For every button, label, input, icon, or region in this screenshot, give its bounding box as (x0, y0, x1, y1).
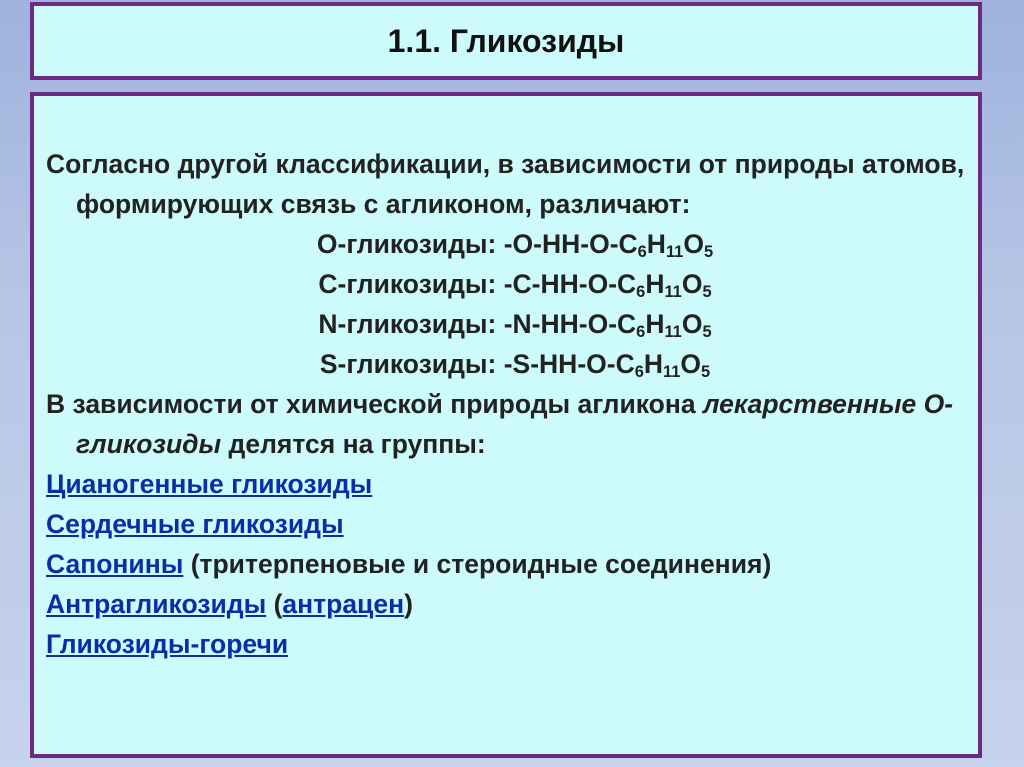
group-anthraglycosides: Антрагликозиды (антрацен) (46, 589, 413, 619)
group-saponins (46, 544, 974, 584)
bitter-link[interactable]: Гликозиды-горечи (46, 629, 289, 659)
title-box (30, 2, 982, 80)
italic-term: лекарственные О-гликозиды (76, 389, 954, 459)
cyanogenic-link[interactable]: Цианогенные гликозиды (46, 469, 373, 499)
group-bitter (46, 624, 974, 664)
anthracene-link[interactable]: антрацен (282, 589, 405, 619)
formula-c-glycosides: C-гликозиды: $-C-HH-O-C_6H_{11}O_5$ (318, 269, 712, 302)
formula-n-glycosides: N-гликозиды: $-N-HH-O-C_6H_{11}O_5$ (318, 309, 712, 342)
saponins-link[interactable]: Сапонины (46, 549, 184, 579)
group-cardiac (46, 504, 974, 544)
classification-paragraph: В зависимости от химической природы агликона лекарственные О-гликозиды делятся на группы: (46, 389, 954, 459)
saponins-note: (тритерпеновые и стероидные соединения) (183, 549, 772, 579)
slide-title: 1.1. Гликозиды (387, 22, 625, 59)
formula-o-glycosides: O-гликозиды: $-O-HH-O-C_6H_{11}O_5$ (316, 229, 714, 262)
cardiac-link[interactable]: Сердечные гликозиды (46, 509, 344, 539)
content-box (30, 92, 982, 758)
group-cyanogenic (46, 464, 974, 504)
anthraglycosides-link[interactable]: Антрагликозиды (46, 589, 267, 619)
content-text (46, 144, 974, 664)
formula-s-glycosides: S-гликозиды: $-S-HH-O-C_6H_{11}O_5$ (319, 349, 711, 382)
formula-list (46, 224, 974, 384)
intro-paragraph: Согласно другой классификации, в зависимости от природы атомов, формирующих связь с агликоном, различают: (46, 149, 965, 219)
